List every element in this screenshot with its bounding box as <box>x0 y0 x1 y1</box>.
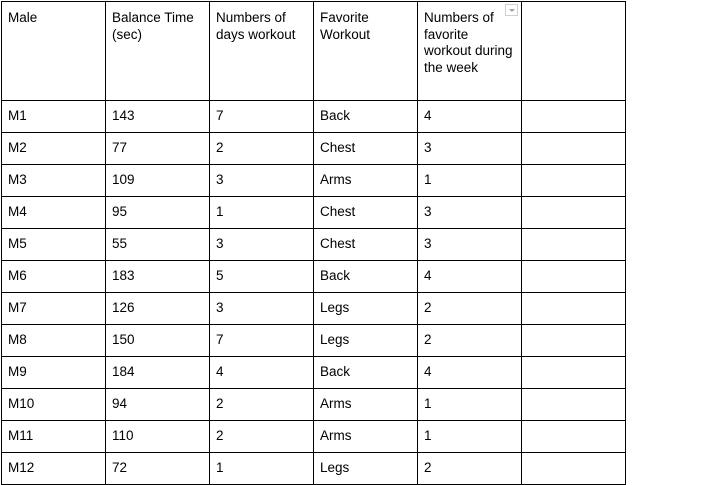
table-cell-favorite-count[interactable]: 3 <box>418 133 522 165</box>
table-row <box>2 165 626 197</box>
table-cell-empty[interactable] <box>522 293 626 325</box>
table-cell-favorite-count[interactable]: 2 <box>418 325 522 357</box>
table-row <box>2 197 626 229</box>
table-cell-empty[interactable] <box>522 133 626 165</box>
table-cell-favorite-count[interactable]: 3 <box>418 229 522 261</box>
table-cell-empty[interactable] <box>522 389 626 421</box>
table-cell-favorite-workout[interactable]: Arms <box>314 389 418 421</box>
table-cell-balance-time[interactable]: 126 <box>106 293 210 325</box>
table-cell-days-workout[interactable]: 5 <box>210 261 314 293</box>
header-label: Favorite Workout <box>320 10 371 42</box>
header-row <box>2 2 626 101</box>
table-row <box>2 229 626 261</box>
table-cell-balance-time[interactable]: 183 <box>106 261 210 293</box>
table-row <box>2 453 626 485</box>
header-label: Male <box>8 10 38 25</box>
table-cell-favorite-count[interactable]: 4 <box>418 357 522 389</box>
table-cell-empty[interactable] <box>522 229 626 261</box>
table-cell-favorite-workout[interactable]: Legs <box>314 293 418 325</box>
table-cell-balance-time[interactable]: 143 <box>106 101 210 133</box>
table-cell-male-id[interactable]: M1 <box>2 101 106 133</box>
table-cell-male-id[interactable]: M7 <box>2 293 106 325</box>
header-cell-favorite-workout[interactable] <box>314 2 418 101</box>
table-cell-days-workout[interactable]: 3 <box>210 229 314 261</box>
table-cell-favorite-workout[interactable]: Legs <box>314 453 418 485</box>
table-cell-favorite-count[interactable]: 1 <box>418 389 522 421</box>
table-cell-favorite-workout[interactable]: Arms <box>314 421 418 453</box>
table-cell-male-id[interactable]: M11 <box>2 421 106 453</box>
table-cell-favorite-count[interactable]: 3 <box>418 197 522 229</box>
dropdown-filter-icon[interactable] <box>505 4 518 16</box>
table-cell-favorite-workout[interactable]: Arms <box>314 165 418 197</box>
table-cell-male-id[interactable]: M9 <box>2 357 106 389</box>
table-cell-male-id[interactable]: M6 <box>2 261 106 293</box>
table-cell-favorite-workout[interactable]: Chest <box>314 133 418 165</box>
table-cell-days-workout[interactable]: 2 <box>210 389 314 421</box>
table-cell-male-id[interactable]: M3 <box>2 165 106 197</box>
table-cell-favorite-workout[interactable]: Legs <box>314 325 418 357</box>
table-cell-empty[interactable] <box>522 261 626 293</box>
table-row <box>2 133 626 165</box>
header-cell-empty[interactable] <box>522 2 626 101</box>
table-cell-male-id[interactable]: M5 <box>2 229 106 261</box>
table-cell-male-id[interactable]: M8 <box>2 325 106 357</box>
table-cell-days-workout[interactable]: 3 <box>210 293 314 325</box>
table-cell-male-id[interactable]: M12 <box>2 453 106 485</box>
table-cell-days-workout[interactable]: 2 <box>210 421 314 453</box>
table-cell-balance-time[interactable]: 95 <box>106 197 210 229</box>
table-cell-days-workout[interactable]: 2 <box>210 133 314 165</box>
table-cell-favorite-workout[interactable]: Chest <box>314 229 418 261</box>
table-cell-empty[interactable] <box>522 325 626 357</box>
header-label: Balance Time (sec) <box>112 10 194 42</box>
table-cell-favorite-workout[interactable]: Back <box>314 261 418 293</box>
header-cell-balance-time[interactable] <box>106 2 210 101</box>
table-cell-favorite-count[interactable]: 2 <box>418 453 522 485</box>
table-row <box>2 357 626 389</box>
table-cell-balance-time[interactable]: 77 <box>106 133 210 165</box>
table-row <box>2 101 626 133</box>
table-cell-balance-time[interactable]: 184 <box>106 357 210 389</box>
table-cell-balance-time[interactable]: 94 <box>106 389 210 421</box>
table-row <box>2 261 626 293</box>
table-cell-empty[interactable] <box>522 197 626 229</box>
table-cell-favorite-count[interactable]: 4 <box>418 261 522 293</box>
table-cell-empty[interactable] <box>522 101 626 133</box>
table-cell-male-id[interactable]: M2 <box>2 133 106 165</box>
table-cell-favorite-count[interactable]: 4 <box>418 101 522 133</box>
table-row <box>2 421 626 453</box>
header-cell-favorite-count[interactable] <box>418 2 522 101</box>
table-cell-balance-time[interactable]: 72 <box>106 453 210 485</box>
table-cell-favorite-count[interactable]: 1 <box>418 421 522 453</box>
table-cell-empty[interactable] <box>522 453 626 485</box>
table-row <box>2 293 626 325</box>
header-label: Numbers of favorite workout during the week <box>424 10 513 75</box>
table-cell-balance-time[interactable]: 150 <box>106 325 210 357</box>
table-cell-male-id[interactable]: M10 <box>2 389 106 421</box>
header-label: Numbers of days workout <box>216 10 296 42</box>
table-cell-favorite-count[interactable]: 2 <box>418 293 522 325</box>
table-cell-empty[interactable] <box>522 165 626 197</box>
table-cell-days-workout[interactable]: 4 <box>210 357 314 389</box>
table-cell-favorite-workout[interactable]: Back <box>314 357 418 389</box>
table-cell-favorite-count[interactable]: 1 <box>418 165 522 197</box>
table-cell-days-workout[interactable]: 1 <box>210 197 314 229</box>
table-cell-empty[interactable] <box>522 421 626 453</box>
table-row <box>2 325 626 357</box>
table-cell-days-workout[interactable]: 1 <box>210 453 314 485</box>
table-cell-days-workout[interactable]: 7 <box>210 101 314 133</box>
table-cell-favorite-workout[interactable]: Chest <box>314 197 418 229</box>
table-cell-favorite-workout[interactable]: Back <box>314 101 418 133</box>
table-cell-male-id[interactable]: M4 <box>2 197 106 229</box>
table-cell-balance-time[interactable]: 55 <box>106 229 210 261</box>
table-cell-balance-time[interactable]: 109 <box>106 165 210 197</box>
header-cell-male[interactable] <box>2 2 106 101</box>
table-cell-balance-time[interactable]: 110 <box>106 421 210 453</box>
header-cell-days-workout[interactable] <box>210 2 314 101</box>
table-cell-empty[interactable] <box>522 357 626 389</box>
table-cell-days-workout[interactable]: 7 <box>210 325 314 357</box>
table-row <box>2 389 626 421</box>
data-table <box>1 1 626 485</box>
table-cell-days-workout[interactable]: 3 <box>210 165 314 197</box>
